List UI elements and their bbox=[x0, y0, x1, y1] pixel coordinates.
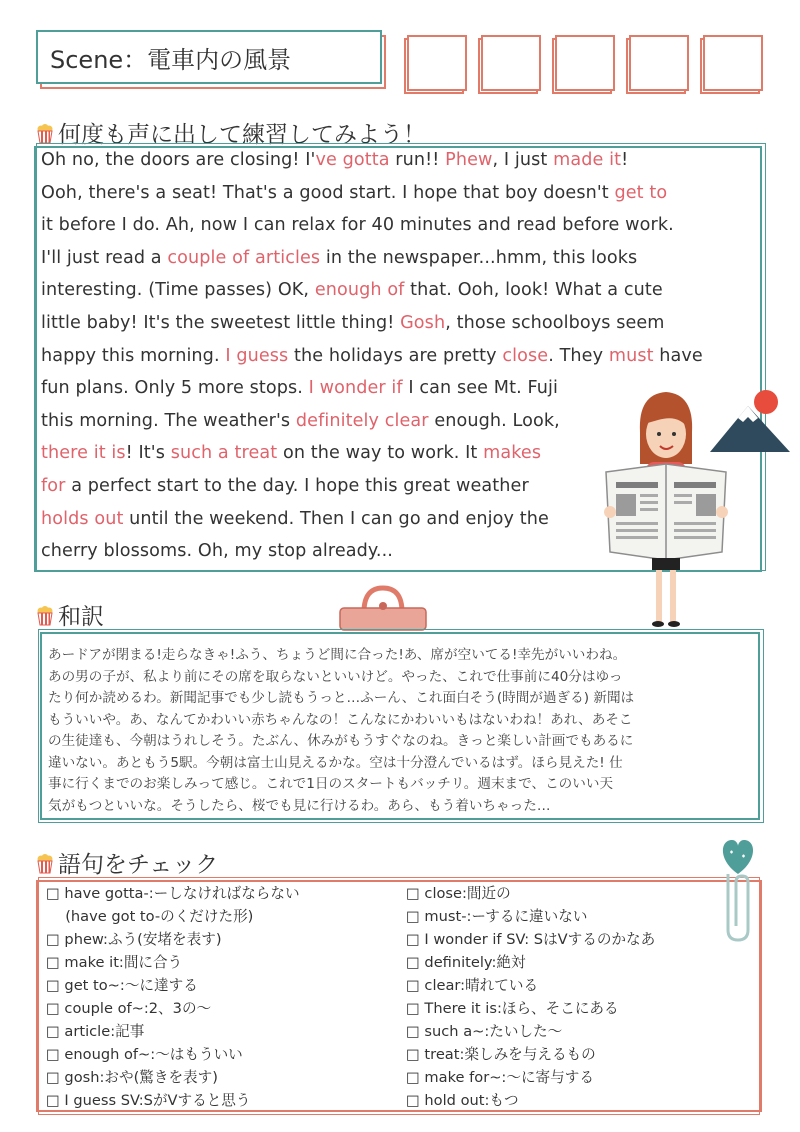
text-segment: , those schoolboys seem bbox=[445, 313, 665, 333]
highlighted-phrase: holds out bbox=[41, 508, 124, 529]
text-segment: that. Ooh, look! What a cute bbox=[404, 280, 663, 301]
practice-checkbox-2[interactable] bbox=[481, 35, 541, 91]
text-segment: a perfect start to the day. I hope this great weather bbox=[65, 476, 529, 496]
text-segment: fun plans. Only 5 more stops. bbox=[41, 378, 309, 399]
section-heading-practice: 何度も声に出して練習してみよう！ bbox=[36, 116, 426, 149]
practice-line bbox=[41, 183, 667, 203]
highlighted-phrase: close bbox=[502, 345, 549, 366]
section-heading-translation: 和訳 bbox=[36, 598, 104, 631]
vocab-item: □ I guess SV:SがVすると思う bbox=[46, 1092, 251, 1109]
highlighted-phrase: couple of articles bbox=[167, 247, 321, 268]
vocab-item: □ have gotta-:ーしなければならない bbox=[46, 885, 300, 902]
practice-line bbox=[41, 346, 703, 366]
highlighted-phrase: I wonder if bbox=[308, 378, 403, 399]
text-segment: Ooh, there's a seat! That's a good start. I hope that boy doesn't bbox=[41, 182, 615, 203]
vocab-item: □ I wonder if SV: SはVするのかなあ bbox=[406, 931, 656, 948]
text-segment: little baby! It's the sweetest little thing! bbox=[41, 313, 401, 333]
practice-checkbox-4[interactable] bbox=[629, 35, 689, 91]
translation-line: 事に行くまでのお楽しみって感じ。これで1日のスタートもバッチリ。週末まで、このいい天 bbox=[48, 776, 614, 792]
translation-line: の生徒達も、今朝はうれしそう。たぶん、休みがもうすぐなのね。きっと楽しい計画でもあるに bbox=[48, 733, 634, 749]
heart-paperclip-icon bbox=[708, 834, 770, 944]
vocab-item: □ gosh:おや(驚きを表す) bbox=[46, 1069, 218, 1086]
text-segment: ! It's bbox=[125, 443, 171, 464]
text-segment: on the way to work. It bbox=[277, 443, 484, 464]
vocab-item: □ such a~:たいした～ bbox=[406, 1023, 563, 1040]
translation-line: たり何か読めるわ。新聞記事でも少し読もうっと…ふーん、これ面白そう(時間が過ぎる) 新聞は bbox=[48, 690, 635, 706]
vocab-item: □ article:記事 bbox=[46, 1023, 145, 1040]
practice-line bbox=[41, 541, 393, 561]
page-title: Scene：電車内の風景 bbox=[50, 46, 292, 74]
text-segment: . They bbox=[548, 345, 609, 366]
practice-checkbox-1[interactable] bbox=[407, 35, 467, 91]
text-segment: cherry blossoms. Oh, my stop already... bbox=[41, 541, 394, 562]
translation-line: 気がもつといいな。そうしたら、桜でも見に行けるわ。あら、もう着いちゃった… bbox=[48, 797, 551, 814]
vocab-item: □ There it is:ほら、そこにある bbox=[406, 1000, 619, 1017]
vocab-item: □ phew:ふう(安堵を表す) bbox=[46, 931, 222, 948]
practice-line bbox=[41, 378, 558, 398]
vocab-item: □ clear:晴れている bbox=[406, 977, 539, 994]
practice-line bbox=[41, 509, 549, 529]
translation-line: 違いない。あともう5駅。今朝は富士山見えるかな。空は十分澄んでいるはず。ほら見えた! 仕 bbox=[48, 754, 623, 771]
highlighted-phrase: ve gotta bbox=[315, 150, 390, 170]
practice-line bbox=[41, 248, 637, 268]
text-segment: , I just bbox=[492, 150, 554, 170]
highlighted-phrase: makes bbox=[483, 443, 542, 464]
translation-line: あードアが閉まる!走らなきゃ!ふう、ちょうど間に合った!あ、席が空いてる!幸先がいいわね。 bbox=[48, 647, 627, 663]
vocab-item: □ definitely:絶対 bbox=[406, 954, 526, 971]
highlighted-phrase: for bbox=[41, 476, 66, 496]
practice-checkbox-5[interactable] bbox=[703, 35, 763, 91]
text-segment: I'll just read a bbox=[41, 247, 168, 268]
text-segment: the holidays are pretty bbox=[288, 345, 503, 366]
vocab-item: □ make for~:～に寄与する bbox=[406, 1069, 594, 1086]
practice-checkbox-3[interactable] bbox=[555, 35, 615, 91]
practice-line bbox=[41, 280, 663, 300]
vocab-item: (have got to-のくだけた形) bbox=[46, 908, 254, 925]
text-segment: until the weekend. Then I can go and enjoy the bbox=[123, 508, 549, 529]
highlighted-phrase: Gosh bbox=[400, 313, 446, 333]
vocab-item: □ treat:楽しみを与えるもの bbox=[406, 1046, 596, 1063]
translation-line: もういいや。あ、なんてかわいい赤ちゃんなの！こんなにかわいいもはないわね！あれ、あそこ bbox=[48, 711, 633, 728]
practice-line bbox=[41, 313, 665, 333]
woman-reading-newspaper-illustration bbox=[598, 384, 798, 634]
vocab-item: □ couple of~:2、3の～ bbox=[46, 1000, 212, 1017]
highlighted-phrase: get to bbox=[614, 182, 668, 203]
text-segment: it before I do. Ah, now I can relax for 40 minutes and read before work. bbox=[41, 215, 674, 236]
practice-line bbox=[41, 215, 674, 235]
text-segment: in the newspaper...hmm, this looks bbox=[320, 247, 638, 268]
text-segment: interesting. (Time passes) OK, bbox=[41, 280, 315, 301]
highlighted-phrase: I guess bbox=[225, 345, 289, 366]
text-segment: Oh no, the doors are closing! I' bbox=[41, 150, 316, 170]
translation-line: あの男の子が、私より前にその席を取らないといいけど。やった、これで仕事前に40分はゆっ bbox=[48, 668, 623, 685]
vocab-item: □ must-:ーするに違いない bbox=[406, 908, 588, 925]
section-heading-vocab: 語句をチェック bbox=[36, 846, 218, 879]
highlighted-phrase: made it bbox=[553, 150, 622, 170]
highlighted-phrase: definitely clear bbox=[295, 410, 429, 431]
popcorn-icon bbox=[36, 854, 54, 874]
highlighted-phrase: enough of bbox=[314, 280, 405, 301]
text-segment: this morning. The weather's bbox=[41, 410, 296, 431]
text-segment: run!! bbox=[389, 150, 446, 170]
text-segment: I can see Mt. Fuji bbox=[402, 378, 558, 399]
highlighted-phrase: must bbox=[608, 345, 654, 366]
highlighted-phrase: Phew bbox=[445, 150, 493, 170]
text-segment: enough. Look, bbox=[428, 410, 560, 431]
text-segment: happy this morning. bbox=[41, 345, 226, 366]
popcorn-icon bbox=[36, 606, 54, 626]
practice-line bbox=[41, 411, 560, 431]
popcorn-icon bbox=[36, 124, 54, 144]
practice-line bbox=[41, 476, 529, 496]
vocab-item: □ make it:間に合う bbox=[46, 954, 183, 971]
text-segment: ! bbox=[621, 150, 629, 170]
text-segment: have bbox=[653, 345, 703, 366]
mount-fuji-icon bbox=[710, 390, 790, 452]
vocab-item: □ enough of~:～はもういい bbox=[46, 1046, 243, 1063]
highlighted-phrase: there it is bbox=[41, 443, 126, 464]
highlighted-phrase: such a treat bbox=[170, 443, 278, 464]
practice-line bbox=[41, 443, 541, 463]
practice-line bbox=[41, 150, 628, 170]
vocab-item: □ get to~:～に達する bbox=[46, 977, 198, 994]
vocab-item: □ close:間近の bbox=[406, 885, 511, 902]
vocab-item: □ hold out:もつ bbox=[406, 1092, 519, 1109]
